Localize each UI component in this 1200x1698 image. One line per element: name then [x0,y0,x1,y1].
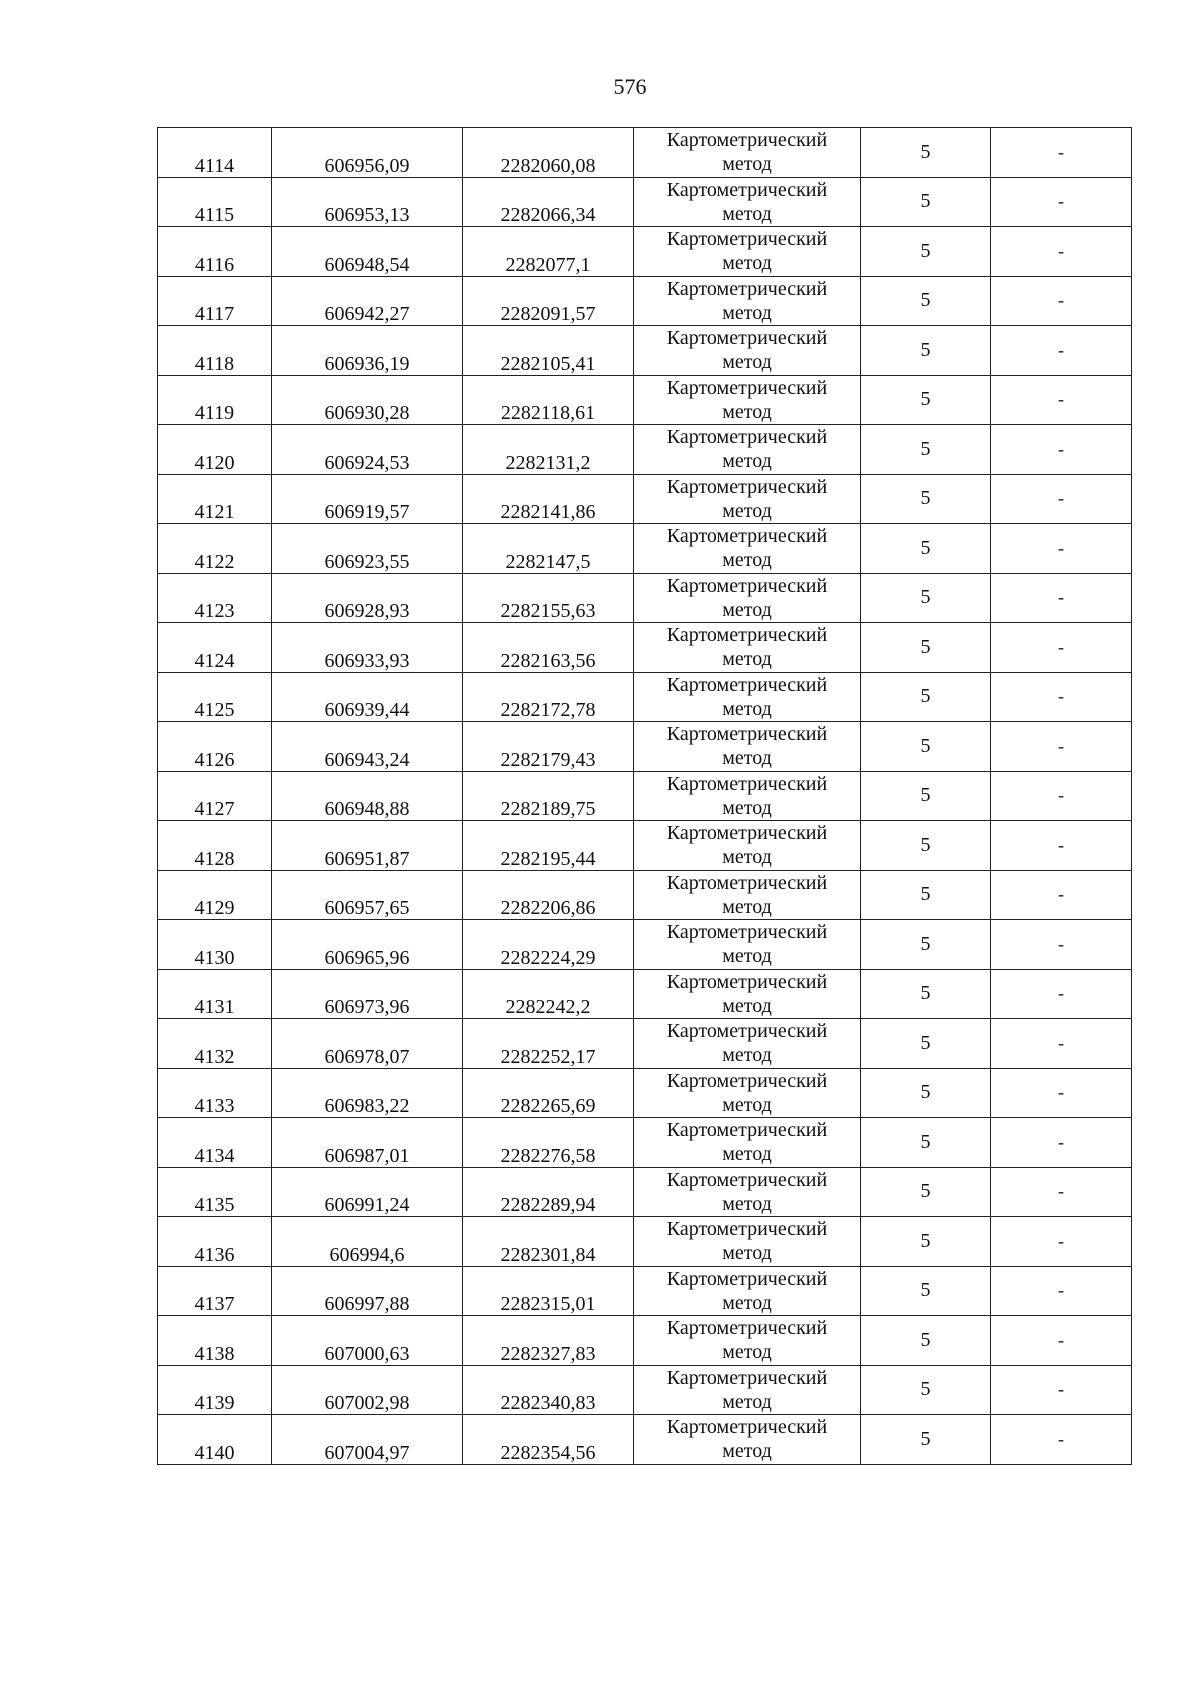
method-line-2: метод [722,994,772,1017]
point-number-cell: 4133 [158,1068,272,1118]
y-coordinate-cell: 2282289,94 [463,1167,634,1217]
point-number-cell: 4140 [158,1415,272,1465]
x-coordinate-cell: 606957,65 [272,870,463,920]
note-cell: - [991,425,1132,475]
point-number-cell: 4115 [158,177,272,227]
method-cell [634,821,861,871]
y-coordinate-cell: 2282179,43 [463,722,634,772]
method-line-2: метод [722,450,772,473]
table-row [158,1167,1132,1217]
point-number-cell: 4122 [158,524,272,574]
point-number-cell: 4129 [158,870,272,920]
note-cell: - [991,821,1132,871]
precision-cell: 5 [861,573,991,623]
note-cell: - [991,573,1132,623]
x-coordinate-cell: 607004,97 [272,1415,463,1465]
table-row [158,722,1132,772]
method-line-2: метод [722,945,772,968]
note-cell: - [991,1266,1132,1316]
method-line-1: Картометрический [666,1020,828,1043]
note-cell: - [991,969,1132,1019]
method-line-2: метод [722,747,772,770]
method-line-2: метод [722,400,772,423]
x-coordinate-cell: 606928,93 [272,573,463,623]
page-number: 576 [613,74,647,99]
table-row [158,623,1132,673]
point-number-cell: 4114 [158,128,272,178]
method-line-2: метод [722,846,772,869]
table-row [158,227,1132,277]
table-row [158,1266,1132,1316]
point-number-cell: 4132 [158,1019,272,1069]
x-coordinate-cell: 606933,93 [272,623,463,673]
table-row [158,1019,1132,1069]
note-cell: - [991,474,1132,524]
point-number-cell: 4136 [158,1217,272,1267]
coordinates-table [157,127,1132,1465]
y-coordinate-cell: 2282131,2 [463,425,634,475]
table-row [158,1118,1132,1168]
precision-cell: 5 [861,128,991,178]
x-coordinate-cell: 606924,53 [272,425,463,475]
method-cell [634,425,861,475]
point-number-cell: 4124 [158,623,272,673]
note-cell: - [991,1316,1132,1366]
y-coordinate-cell: 2282077,1 [463,227,634,277]
precision-cell: 5 [861,920,991,970]
method-line-1: Картометрический [666,723,828,746]
point-number-cell: 4130 [158,920,272,970]
method-cell [634,474,861,524]
method-line-2: метод [722,351,772,374]
method-line-2: метод [722,895,772,918]
method-line-2: метод [722,1242,772,1265]
method-line-1: Картометрический [666,1218,828,1241]
y-coordinate-cell: 2282141,86 [463,474,634,524]
point-number-cell: 4120 [158,425,272,475]
table-row [158,375,1132,425]
method-cell [634,276,861,326]
note-cell: - [991,1019,1132,1069]
method-cell [634,573,861,623]
method-line-2: метод [722,1440,772,1463]
table-row [158,1217,1132,1267]
y-coordinate-cell: 2282147,5 [463,524,634,574]
method-line-2: метод [722,499,772,522]
table-row [158,672,1132,722]
method-line-2: метод [722,153,772,176]
method-cell [634,920,861,970]
x-coordinate-cell: 606948,54 [272,227,463,277]
x-coordinate-cell: 607000,63 [272,1316,463,1366]
point-number-cell: 4139 [158,1365,272,1415]
note-cell: - [991,1167,1132,1217]
y-coordinate-cell: 2282155,63 [463,573,634,623]
x-coordinate-cell: 606936,19 [272,326,463,376]
method-line-1: Картометрический [666,1119,828,1142]
method-cell [634,1167,861,1217]
method-line-1: Картометрический [666,624,828,647]
method-cell [634,969,861,1019]
method-line-1: Картометрический [666,228,828,251]
note-cell: - [991,920,1132,970]
y-coordinate-cell: 2282276,58 [463,1118,634,1168]
note-cell: - [991,177,1132,227]
note-cell: - [991,375,1132,425]
precision-cell: 5 [861,969,991,1019]
point-number-cell: 4116 [158,227,272,277]
method-cell [634,524,861,574]
y-coordinate-cell: 2282060,08 [463,128,634,178]
table-row [158,1415,1132,1465]
table-row [158,425,1132,475]
method-line-1: Картометрический [666,525,828,548]
x-coordinate-cell: 606942,27 [272,276,463,326]
method-cell [634,177,861,227]
precision-cell: 5 [861,672,991,722]
method-line-2: метод [722,1291,772,1314]
y-coordinate-cell: 2282327,83 [463,1316,634,1366]
table-row [158,326,1132,376]
y-coordinate-cell: 2282091,57 [463,276,634,326]
method-line-1: Картометрический [666,475,828,498]
note-cell: - [991,1365,1132,1415]
precision-cell: 5 [861,375,991,425]
point-number-cell: 4128 [158,821,272,871]
x-coordinate-cell: 606930,28 [272,375,463,425]
x-coordinate-cell: 606956,09 [272,128,463,178]
method-line-1: Картометрический [666,1069,828,1092]
table-row [158,821,1132,871]
x-coordinate-cell: 606991,24 [272,1167,463,1217]
precision-cell: 5 [861,326,991,376]
method-cell [634,375,861,425]
method-line-1: Картометрический [666,1366,828,1389]
method-line-2: метод [722,648,772,671]
y-coordinate-cell: 2282066,34 [463,177,634,227]
precision-cell: 5 [861,1118,991,1168]
method-line-2: метод [722,598,772,621]
method-line-2: метод [722,549,772,572]
table-row [158,177,1132,227]
y-coordinate-cell: 2282242,2 [463,969,634,1019]
method-line-1: Картометрический [666,1416,828,1439]
note-cell: - [991,771,1132,821]
note-cell: - [991,276,1132,326]
x-coordinate-cell: 606973,96 [272,969,463,1019]
note-cell: - [991,524,1132,574]
point-number-cell: 4119 [158,375,272,425]
table-row [158,920,1132,970]
coordinates-table-body [158,128,1132,1465]
method-cell [634,1365,861,1415]
precision-cell: 5 [861,1365,991,1415]
method-cell [634,870,861,920]
method-line-1: Картометрический [666,277,828,300]
x-coordinate-cell: 606997,88 [272,1266,463,1316]
method-cell [634,227,861,277]
x-coordinate-cell: 606943,24 [272,722,463,772]
point-number-cell: 4118 [158,326,272,376]
precision-cell: 5 [861,524,991,574]
point-number-cell: 4131 [158,969,272,1019]
precision-cell: 5 [861,177,991,227]
x-coordinate-cell: 606939,44 [272,672,463,722]
precision-cell: 5 [861,227,991,277]
method-cell [634,1217,861,1267]
point-number-cell: 4126 [158,722,272,772]
method-cell [634,722,861,772]
method-line-2: метод [722,1390,772,1413]
method-cell [634,1019,861,1069]
table-row [158,474,1132,524]
method-line-1: Картометрический [666,1317,828,1340]
method-line-2: метод [722,1044,772,1067]
note-cell: - [991,326,1132,376]
table-row [158,1365,1132,1415]
x-coordinate-cell: 606919,57 [272,474,463,524]
method-line-1: Картометрический [666,178,828,201]
precision-cell: 5 [861,821,991,871]
point-number-cell: 4117 [158,276,272,326]
method-cell [634,128,861,178]
note-cell: - [991,1118,1132,1168]
y-coordinate-cell: 2282195,44 [463,821,634,871]
precision-cell: 5 [861,276,991,326]
method-cell [634,623,861,673]
method-line-1: Картометрический [666,822,828,845]
method-line-2: метод [722,252,772,275]
y-coordinate-cell: 2282315,01 [463,1266,634,1316]
x-coordinate-cell: 606983,22 [272,1068,463,1118]
method-line-2: метод [722,796,772,819]
precision-cell: 5 [861,425,991,475]
x-coordinate-cell: 606987,01 [272,1118,463,1168]
method-line-2: метод [722,301,772,324]
point-number-cell: 4137 [158,1266,272,1316]
note-cell: - [991,227,1132,277]
precision-cell: 5 [861,1217,991,1267]
table-row [158,870,1132,920]
table-row [158,969,1132,1019]
point-number-cell: 4125 [158,672,272,722]
note-cell: - [991,1415,1132,1465]
method-line-1: Картометрический [666,921,828,944]
method-line-1: Картометрический [666,871,828,894]
precision-cell: 5 [861,1266,991,1316]
precision-cell: 5 [861,1415,991,1465]
point-number-cell: 4138 [158,1316,272,1366]
y-coordinate-cell: 2282301,84 [463,1217,634,1267]
method-line-1: Картометрический [666,129,828,152]
method-cell [634,326,861,376]
precision-cell: 5 [861,1068,991,1118]
x-coordinate-cell: 606953,13 [272,177,463,227]
precision-cell: 5 [861,870,991,920]
method-line-2: метод [722,697,772,720]
point-number-cell: 4121 [158,474,272,524]
x-coordinate-cell: 606951,87 [272,821,463,871]
method-line-2: метод [722,1093,772,1116]
y-coordinate-cell: 2282118,61 [463,375,634,425]
method-line-2: метод [722,1341,772,1364]
method-cell [634,1118,861,1168]
y-coordinate-cell: 2282224,29 [463,920,634,970]
precision-cell: 5 [861,623,991,673]
method-cell [634,672,861,722]
note-cell: - [991,1217,1132,1267]
y-coordinate-cell: 2282340,83 [463,1365,634,1415]
table-row [158,1068,1132,1118]
x-coordinate-cell: 606923,55 [272,524,463,574]
y-coordinate-cell: 2282105,41 [463,326,634,376]
table-row [158,276,1132,326]
note-cell: - [991,672,1132,722]
x-coordinate-cell: 606948,88 [272,771,463,821]
method-line-1: Картометрический [666,1267,828,1290]
note-cell: - [991,722,1132,772]
y-coordinate-cell: 2282189,75 [463,771,634,821]
y-coordinate-cell: 2282206,86 [463,870,634,920]
x-coordinate-cell: 606965,96 [272,920,463,970]
table-row [158,771,1132,821]
point-number-cell: 4127 [158,771,272,821]
note-cell: - [991,870,1132,920]
point-number-cell: 4134 [158,1118,272,1168]
note-cell: - [991,623,1132,673]
x-coordinate-cell: 607002,98 [272,1365,463,1415]
y-coordinate-cell: 2282252,17 [463,1019,634,1069]
precision-cell: 5 [861,771,991,821]
method-line-1: Картометрический [666,574,828,597]
method-line-1: Картометрический [666,772,828,795]
table-row [158,573,1132,623]
y-coordinate-cell: 2282163,56 [463,623,634,673]
method-cell [634,1415,861,1465]
method-line-2: метод [722,202,772,225]
point-number-cell: 4135 [158,1167,272,1217]
precision-cell: 5 [861,1167,991,1217]
method-line-1: Картометрический [666,1168,828,1191]
table-row [158,128,1132,178]
method-line-2: метод [722,1143,772,1166]
method-line-1: Картометрический [666,426,828,449]
method-cell [634,771,861,821]
note-cell: - [991,1068,1132,1118]
precision-cell: 5 [861,1019,991,1069]
x-coordinate-cell: 606994,6 [272,1217,463,1267]
method-cell [634,1266,861,1316]
method-line-1: Картометрический [666,327,828,350]
y-coordinate-cell: 2282172,78 [463,672,634,722]
table-row [158,1316,1132,1366]
method-line-1: Картометрический [666,673,828,696]
point-number-cell: 4123 [158,573,272,623]
table-row [158,524,1132,574]
method-line-1: Картометрический [666,376,828,399]
precision-cell: 5 [861,1316,991,1366]
x-coordinate-cell: 606978,07 [272,1019,463,1069]
method-cell [634,1316,861,1366]
note-cell: - [991,128,1132,178]
precision-cell: 5 [861,722,991,772]
method-line-2: метод [722,1192,772,1215]
precision-cell: 5 [861,474,991,524]
y-coordinate-cell: 2282354,56 [463,1415,634,1465]
method-cell [634,1068,861,1118]
y-coordinate-cell: 2282265,69 [463,1068,634,1118]
method-line-1: Картометрический [666,970,828,993]
